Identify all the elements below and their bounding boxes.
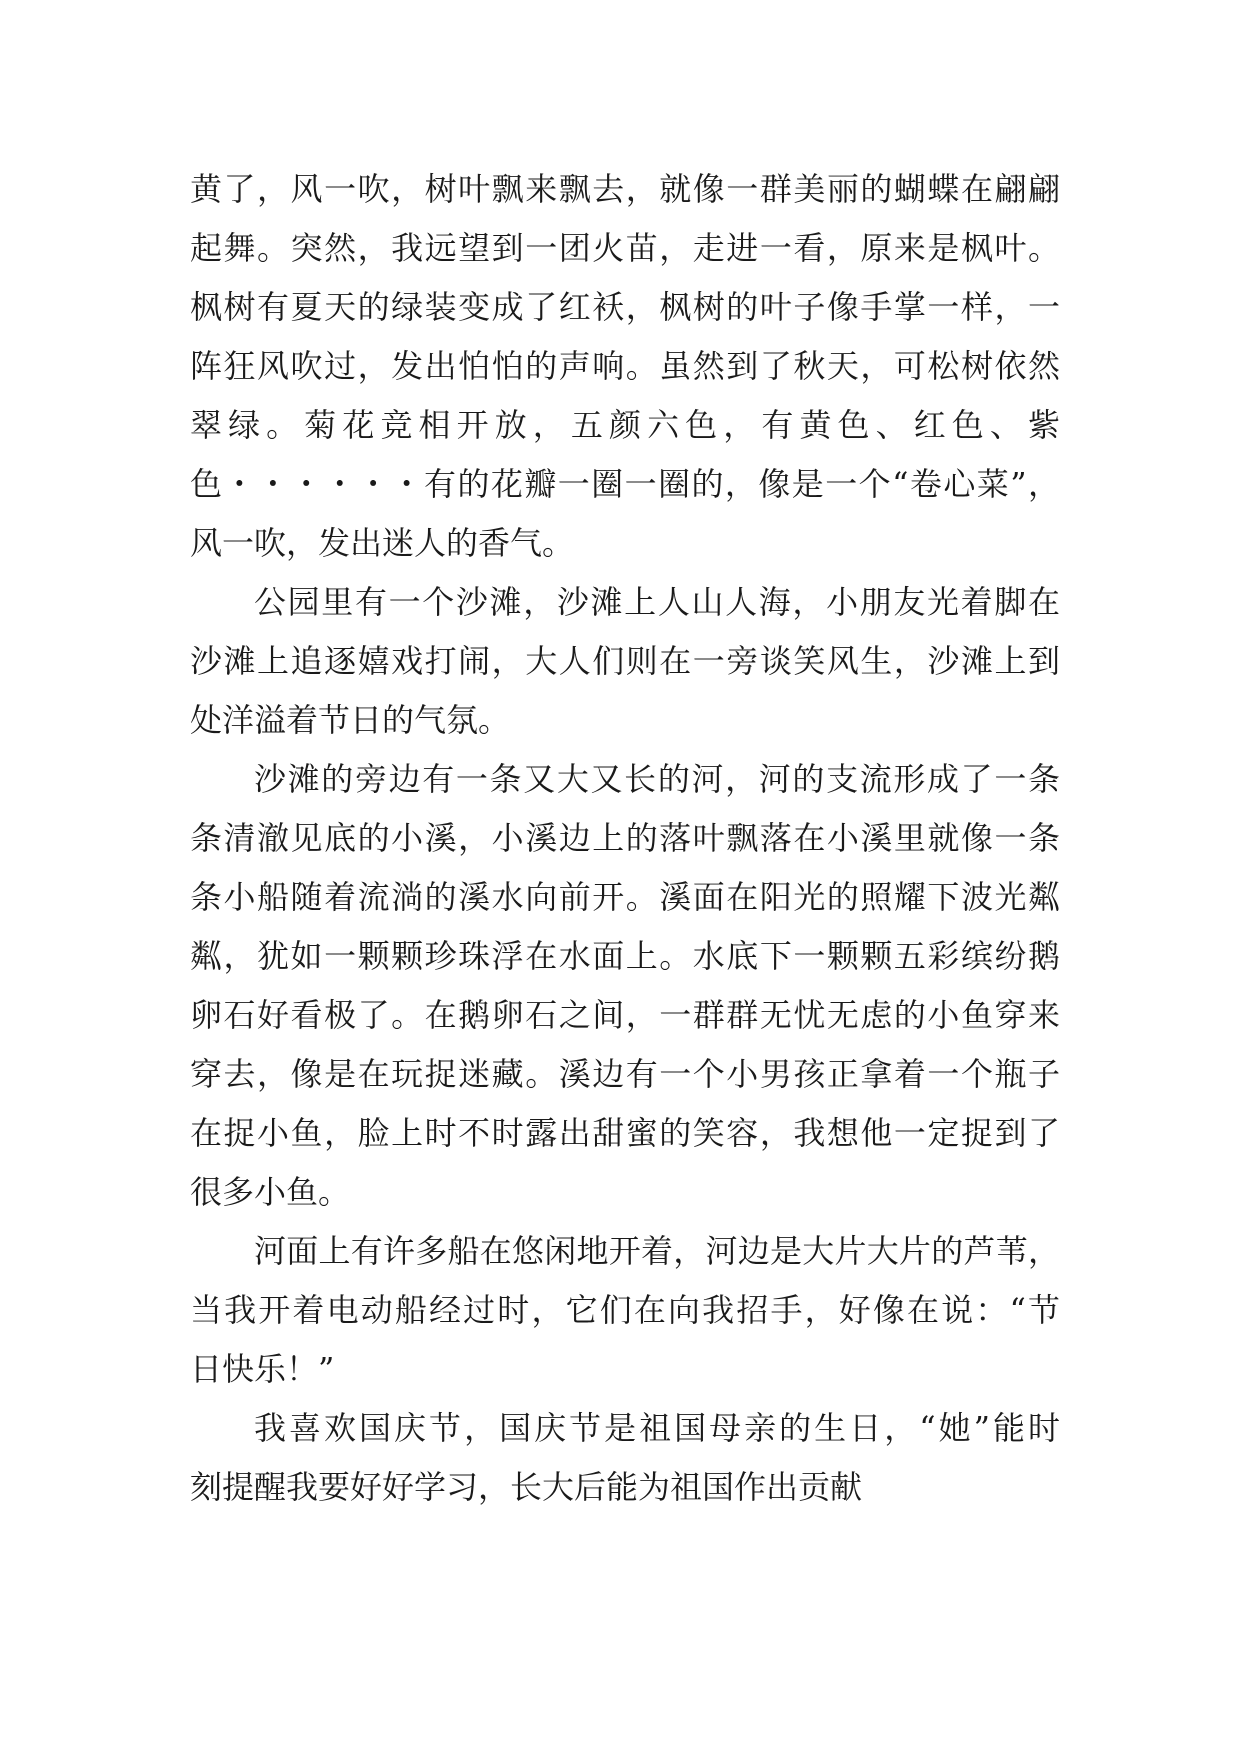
text-line: 刻提醒我要好好学习，长大后能为祖国作出贡献 [190,1468,863,1506]
text-line: 当我开着电动船经过时，它们在向我招手，好像在说：“节 [190,1291,1060,1329]
text-line: 风一吹，发出迷人的香气。 [190,524,575,562]
text-line: 在捉小鱼，脸上时不时露出甜蜜的笑容，我想他一定捉到了 [190,1114,1060,1152]
text-line: 粼，犹如一颗颗珍珠浮在水面上。水底下一颗颗五彩缤纷鹅 [190,937,1060,975]
text-line: 色・・・・・・有的花瓣一圈一圈的，像是一个“卷心菜”， [190,465,1060,503]
paragraph-first-line: 河面上有许多船在悠闲地开着，河边是大片大片的芦苇， [254,1232,1060,1270]
text-line: 日快乐！” [190,1350,335,1388]
text-line: 条清澈见底的小溪，小溪边上的落叶飘落在小溪里就像一条 [190,819,1060,857]
text-line: 翠绿。菊花竞相开放，五颜六色，有黄色、红色、紫 [190,406,1060,444]
text-line: 黄了，风一吹，树叶飘来飘去，就像一群美丽的蝴蝶在翩翩 [190,170,1060,208]
text-line: 阵狂风吹过，发出怕怕的声响。虽然到了秋天，可松树依然 [190,347,1060,385]
text-line: 起舞。突然，我远望到一团火苗，走进一看，原来是枫叶。 [190,229,1060,267]
text-line: 条小船随着流淌的溪水向前开。溪面在阳光的照耀下波光粼 [190,878,1060,916]
paragraph-first-line: 沙滩的旁边有一条又大又长的河，河的支流形成了一条 [254,760,1060,798]
text-line: 处洋溢着节日的气氛。 [190,701,511,739]
text-line: 卵石好看极了。在鹅卵石之间，一群群无忧无虑的小鱼穿来 [190,996,1060,1034]
text-line: 很多小鱼。 [190,1173,351,1211]
text-line: 穿去，像是在玩捉迷藏。溪边有一个小男孩正拿着一个瓶子 [190,1055,1060,1093]
text-line: 沙滩上追逐嬉戏打闹，大人们则在一旁谈笑风生，沙滩上到 [190,642,1060,680]
paragraph-first-line: 公园里有一个沙滩，沙滩上人山人海，小朋友光着脚在 [254,583,1060,621]
paragraph-first-line: 我喜欢国庆节，国庆节是祖国母亲的生日，“她”能时 [254,1409,1060,1447]
essay-body [190,160,1060,1517]
text-line: 枫树有夏天的绿装变成了红袄，枫树的叶子像手掌一样，一 [190,288,1060,326]
